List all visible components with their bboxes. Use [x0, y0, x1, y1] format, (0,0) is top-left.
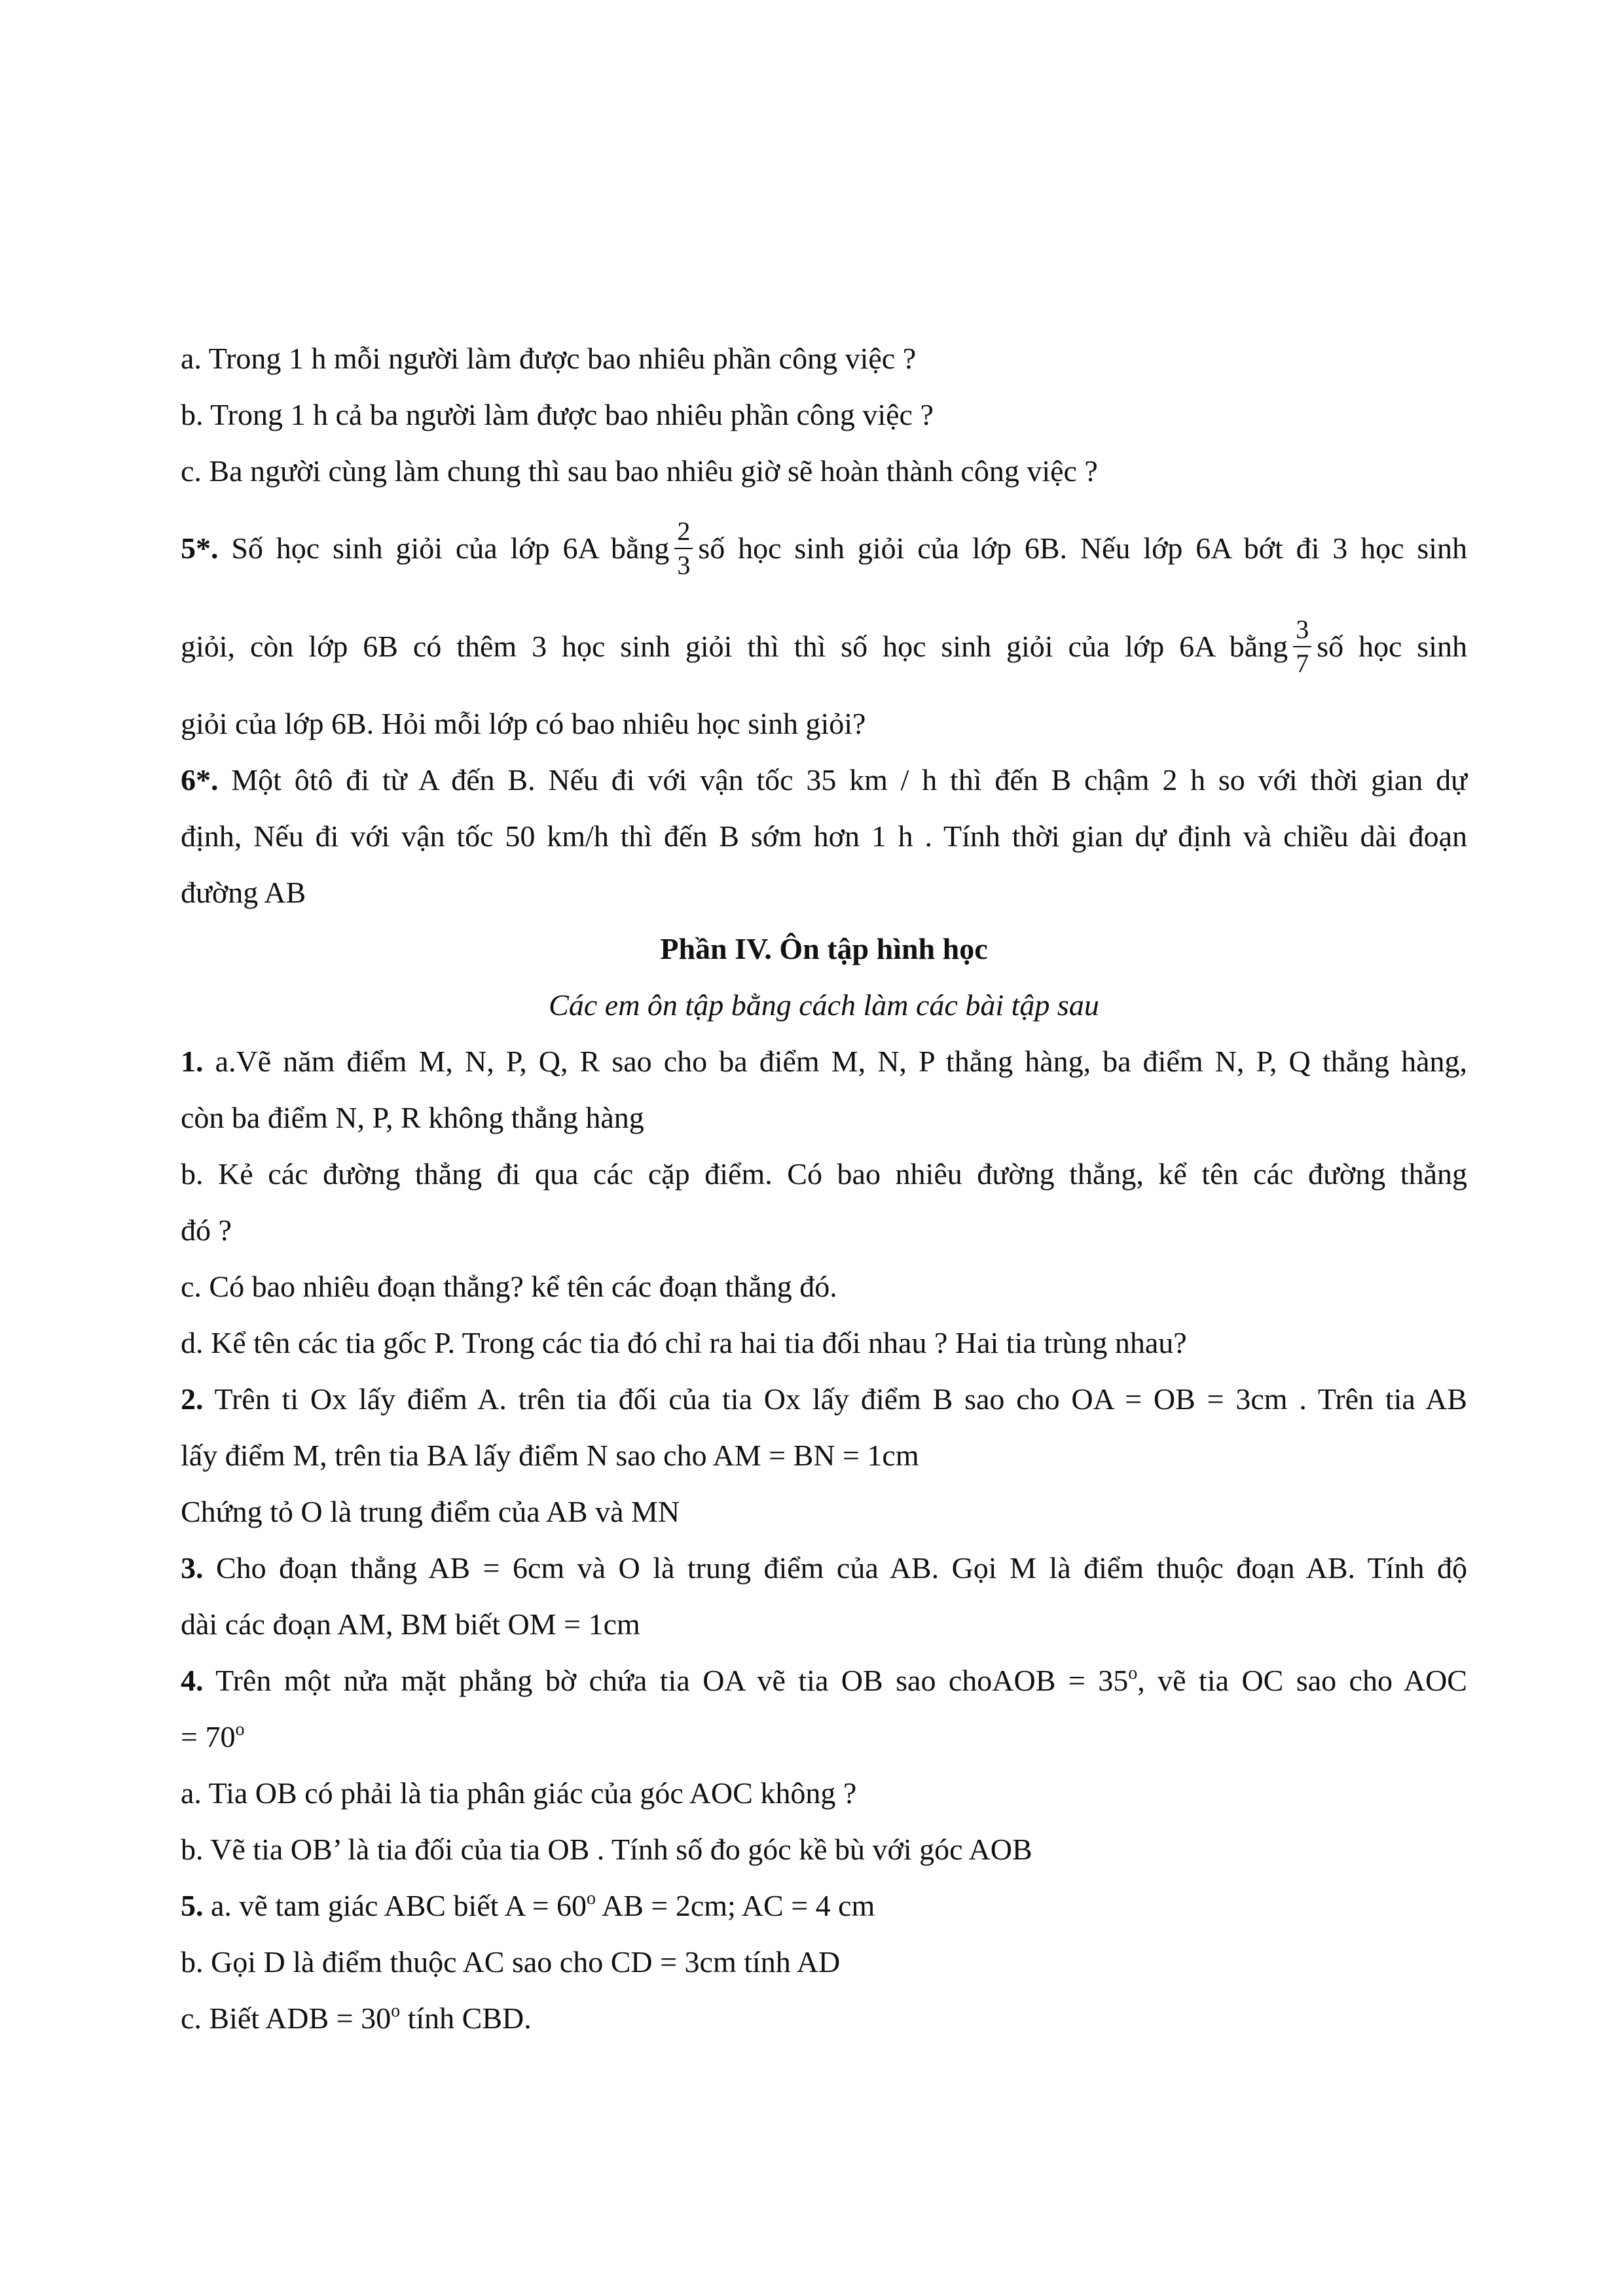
- geometry-exercise-2: [181, 1371, 1467, 1540]
- geometry-5a: 5. a. vẽ tam giác ABC biết $A = 60^o$ AB = 2cm; AC = 4 cm: [181, 1888, 875, 1922]
- geometry-3-line-1: 3. Cho đoạn thẳng AB = 6cm và O là trung điểm của AB. Gọi M là điểm thuộc đoạn AB. Tính độ: [181, 1551, 1467, 1585]
- geometry-2-line-3: Chứng tỏ O là trung điểm của AB và MN: [181, 1495, 680, 1528]
- fraction-three-sevenths: $\frac{3}{7}$: [1293, 615, 1311, 679]
- geometry-4a: a. Tia OB có phải là tia phân giác của góc AOC không ?: [181, 1776, 857, 1810]
- exercise-6-line-2: định, Nếu đi với vận tốc 50 km/h thì đến B sớm hơn 1 h . Tính thời gian dự định và chiều dài đoạn: [181, 819, 1467, 853]
- geometry-1-line-2: còn ba điểm N, P, R không thẳng hàng: [181, 1101, 644, 1134]
- geometry-5c: c. Biết ADB = $30^o$ tính CBD.: [181, 2001, 532, 2035]
- geometry-exercise-5: [181, 1878, 1467, 2047]
- geometry-1b-line-2: đó ?: [181, 1213, 232, 1247]
- geometry-1c: c. Có bao nhiêu đoạn thẳng? kể tên các đoạn thẳng đó.: [181, 1270, 837, 1303]
- exercise-5-line-3: giỏi của lớp 6B. Hỏi mỗi lớp có bao nhiêu học sinh giỏi?: [181, 707, 866, 740]
- exercise-5: [181, 499, 1467, 752]
- exercise-6-number: 6*.: [181, 763, 219, 797]
- exercise-4b: b. Trong 1 h cả ba người làm được bao nhiêu phần công việc ?: [181, 398, 934, 431]
- geometry-2-line-2: lấy điểm M, trên tia BA lấy điểm N sao cho AM = BN = 1cm: [181, 1439, 919, 1472]
- geometry-4-line-2: = $70^o$: [181, 1719, 245, 1753]
- fraction-two-thirds: $\frac{2}{3}$: [674, 516, 693, 581]
- geometry-1d: d. Kể tên các tia gốc P. Trong các tia đó chỉ ra hai tia đối nhau ? Hai tia trùng nhau?: [181, 1326, 1187, 1359]
- geometry-exercise-1: [181, 1033, 1467, 1371]
- geometry-5b: b. Gọi D là điểm thuộc AC sao cho CD = 3cm tính AD: [181, 1945, 841, 1979]
- geometry-1-line-1: 1. a.Vẽ năm điểm M, N, P, Q, R sao cho ba điểm M, N, P thẳng hàng, ba điểm N, P, Q thẳng hàng,: [181, 1045, 1467, 1078]
- geometry-3-line-2: dài các đoạn AM, BM biết OM = 1cm: [181, 1607, 640, 1641]
- exercise-6-line-3: đường AB: [181, 876, 306, 909]
- geometry-1b-line-1: b. Kẻ các đường thẳng đi qua các cặp điểm. Có bao nhiêu đường thẳng, kể tên các đường thẳng: [181, 1157, 1467, 1191]
- geometry-4b: b. Vẽ tia OB’ là tia đối của tia OB . Tính số đo góc kề bù với góc AOB: [181, 1833, 1032, 1866]
- section-subtitle: Các em ôn tập bằng cách làm các bài tập sau: [549, 988, 1099, 1022]
- exercise-4c: c. Ba người cùng làm chung thì sau bao nhiêu giờ sẽ hoàn thành công việc ?: [181, 454, 1098, 488]
- geometry-4-line-1: 4. Trên một nửa mặt phẳng bờ chứa tia OA vẽ tia OB sao choAOB = $35^o$, vẽ tia OC sao cho AOC: [181, 1663, 1467, 1697]
- page-content: [181, 331, 1467, 2047]
- geometry-2-line-1: 2. Trên ti Ox lấy điểm A. trên tia đối của tia Ox lấy điểm B sao cho OA = OB = 3cm . Trên tia AB: [181, 1382, 1467, 1416]
- exercise-5-line-1: 5*. Số học sinh giỏi của lớp 6A bằng $\frac{2}{3}$ số học sinh giỏi của lớp 6B. Nếu lớp 6A bớt đi 3 học sinh: [181, 516, 1468, 581]
- exercise-6: [181, 752, 1467, 921]
- exercise-4a: a. Trong 1 h mỗi người làm được bao nhiêu phần công việc ?: [181, 342, 917, 375]
- exercise-6-line-1: 6*. Một ôtô đi từ A đến B. Nếu đi với vận tốc 35 km / h thì đến B chậm 2 h so với thời gian dự: [181, 763, 1467, 797]
- geometry-exercise-3: [181, 1540, 1467, 1653]
- section-title: Phần IV. Ôn tập hình học: [660, 932, 988, 965]
- exercise-5-line-2: giỏi, còn lớp 6B có thêm 3 học sinh giỏi thì thì số học sinh giỏi của lớp 6A bằng $\frac{3}{7}$ số học sinh: [181, 615, 1467, 679]
- geometry-exercise-4: [181, 1653, 1467, 1878]
- exercise-5-number: 5*.: [181, 531, 219, 565]
